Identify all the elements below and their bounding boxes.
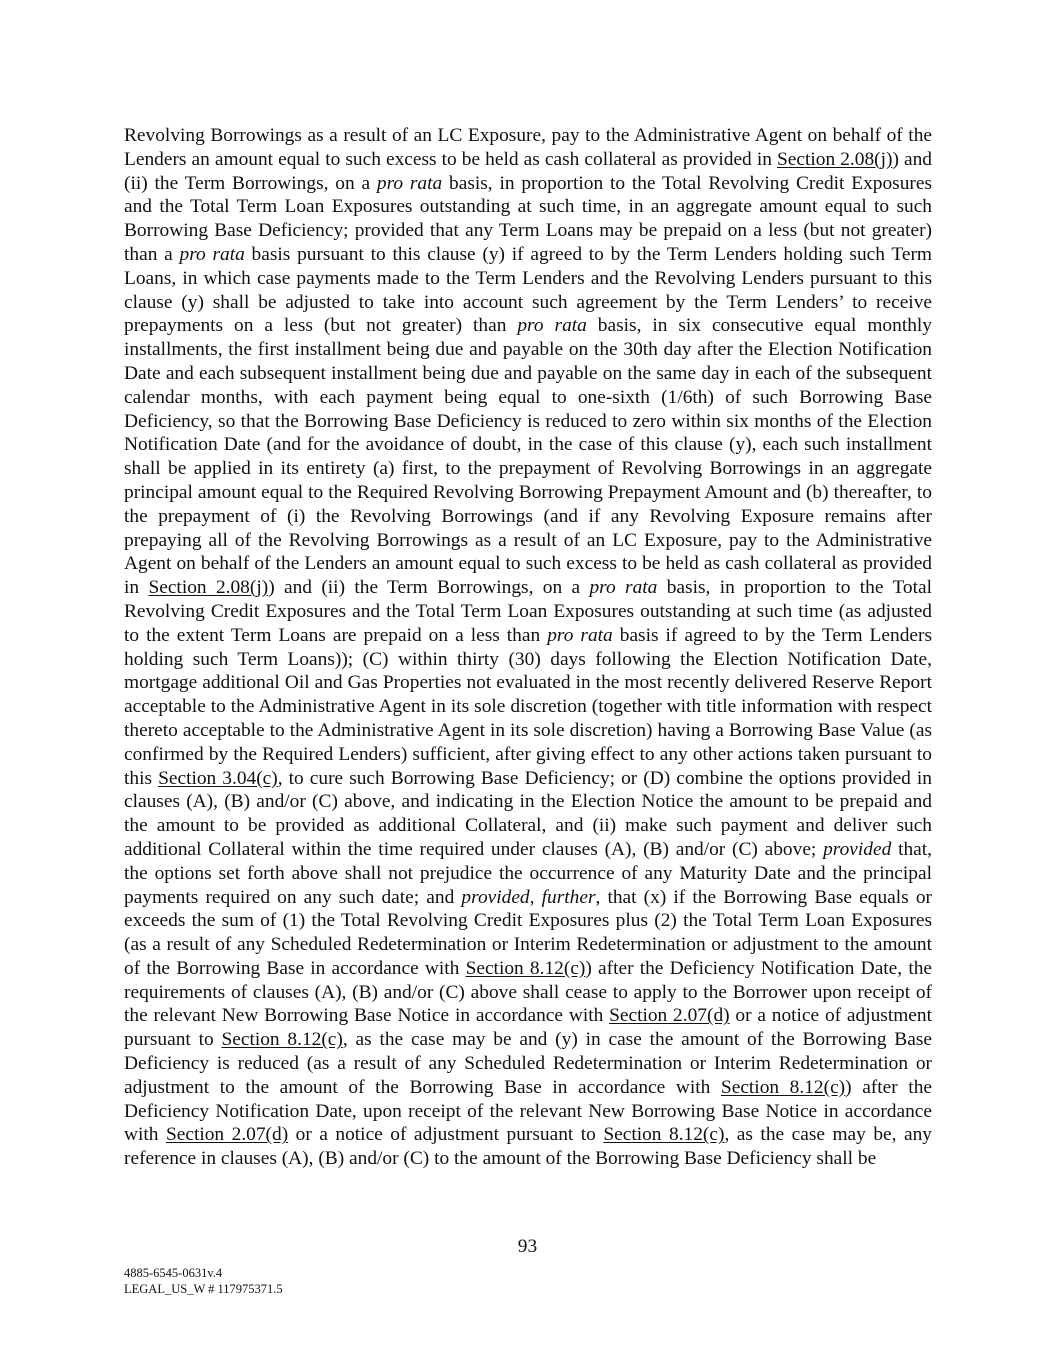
italic-term: pro rata: [589, 577, 658, 599]
text-run: ) and (ii) the Term Borrowings, on a: [124, 148, 932, 194]
italic-term: pro rata: [517, 315, 587, 337]
text-run: ) and (ii) the Term Borrowings, on a: [268, 577, 590, 599]
text-run: or a notice of adjustment pursuant to: [124, 1005, 932, 1051]
italic-term: further: [541, 886, 596, 908]
section-reference: Section 8.12(c): [221, 1029, 343, 1051]
footer-doc-id: 4885-6545-0631v.4: [124, 1266, 223, 1280]
section-reference: Section 2.07(d): [165, 1124, 289, 1146]
section-reference: Section 8.12(c): [603, 1124, 725, 1146]
text-run: , as the case may be, any reference in clauses (A), (B) and/or (C) to the amount of the Borrowing Base Deficiency shall be: [124, 1124, 932, 1170]
text-run: basis, in proportion to the Total Revolving Credit Exposures and the Total Term Loan Exposures outstanding at such time, in an aggregate amount equal to such Borrowing Base Deficiency; provided that any Term Loans may be prepaid on a less (but not greater) than a: [124, 172, 932, 265]
italic-term: provided: [461, 886, 530, 908]
footer: [124, 1265, 283, 1297]
section-reference: Section 2.07(d): [609, 1005, 730, 1027]
text-run: , as the case may be and (y) in case the amount of the Borrowing Base Deficiency is reduced (as a result of any Scheduled Redetermination or Interim Redetermination or adjustment to the amount of the Borrowing Base in accordance with: [124, 1029, 932, 1098]
text-run: , that (x) if the Borrowing Base equals or exceeds the sum of (1) the Total Revolving Credit Exposures plus (2) the Total Term Loan Exposures (as a result of any Scheduled Redetermination or Interim Redetermination or adjustment to the amount of the Borrowing Base in accordance with: [124, 886, 932, 979]
italic-term: pro rata: [547, 624, 613, 646]
section-reference: Section 8.12(c): [465, 957, 586, 979]
text-run: ,: [529, 886, 542, 908]
footer-legal-id: LEGAL_US_W # 117975371.5: [124, 1282, 283, 1296]
italic-term: provided: [823, 838, 892, 860]
text-run: , to cure such Borrowing Base Deficiency; or (D) combine the options provided in clauses (A), (B) and/or (C) above, and indicating in the Election Notice the amount to be prepaid and the amount to be provided as additional Collateral, and (ii) make such payment and deliver such additional Collateral within the time required under clauses (A), (B) and/or (C) above;: [124, 767, 933, 860]
page-number: 93: [517, 1236, 538, 1257]
text-run: basis, in proportion to the Total Revolving Credit Exposures and the Total Term Loan Exposures outstanding at such time (as adjusted to the extent Term Loans are prepaid on a less than: [124, 577, 933, 646]
section-reference: Section 8.12(c): [720, 1076, 846, 1098]
section-reference: Section 3.04(c): [158, 767, 278, 789]
text-run: or a notice of adjustment pursuant to: [288, 1124, 604, 1146]
body-paragraph: [124, 124, 932, 1171]
italic-term: pro rata: [179, 243, 245, 265]
text-run: basis, in six consecutive equal monthly installments, the first installment being due and payable on the 30th day after the Election Notification Date and each subsequent installment being due and payable on the same day in each of the subsequent calendar months, with each payment being equal to one-sixth (1/6th) of such Borrowing Base Deficiency, so that the Borrowing Base Deficiency is reduced to zero within six months of the Election Notification Date (and for the avoidance of doubt, in the case of this clause (y), each such installment shall be applied in its entirety (a) first, to the prepayment of Revolving Borrowings in an aggregate principal amount equal to the Required Revolving Borrowing Prepayment Amount and (b) thereafter, to the prepayment of (i) the Revolving Borrowings (and if any Revolving Exposure remains after prepaying all of the Revolving Borrowings as a result of an LC Exposure, pay to the Administrative Agent on behalf of the Lenders an amount equal to such excess to be held as cash collateral as provided in: [124, 315, 932, 599]
section-reference: Section 2.08(j): [776, 148, 893, 170]
text-run: basis pursuant to this clause (y) if agreed to by the Term Lenders holding such Term Loans, in which case payments made to the Term Lenders and the Revolving Lenders pursuant to this clause (y) shall be adjusted to take into account such agreement by the Term Lenders’ to receive prepayments on a less (but not greater) than: [124, 243, 933, 337]
section-reference: Section 2.08(j): [148, 577, 269, 599]
text-run: ) after the Deficiency Notification Date, upon receipt of the relevant New Borrowing Base Notice in accordance with: [124, 1076, 933, 1146]
text-run: that, the options set forth above shall not prejudice the occurrence of any Maturity Date and the principal payments required on any such date; and: [124, 838, 933, 908]
text-run: Revolving Borrowings as a result of an LC Exposure, pay to the Administrative Agent on behalf of the Lenders an amount equal to such excess to be held as cash collateral as provided in: [124, 125, 932, 170]
text-run: basis if agreed to by the Term Lenders holding such Term Loans)); (C) within thirty (30) days following the Election Notification Date, mortgage additional Oil and Gas Properties not evaluated in the most recently delivered Reserve Report acceptable to the Administrative Agent in its sole discretion (together with title information with respect thereto acceptable to the Administrative Agent in its sole discretion) having a Borrowing Base Value (as confirmed by the Required Lenders) sufficient, after giving effect to any other actions taken pursuant to this: [124, 624, 932, 789]
text-run: ) after the Deficiency Notification Date, the requirements of clauses (A), (B) and/or (C) above shall cease to apply to the Borrower upon receipt of the relevant New Borrowing Base Notice in accordance with: [124, 957, 933, 1027]
italic-term: pro rata: [376, 172, 443, 194]
